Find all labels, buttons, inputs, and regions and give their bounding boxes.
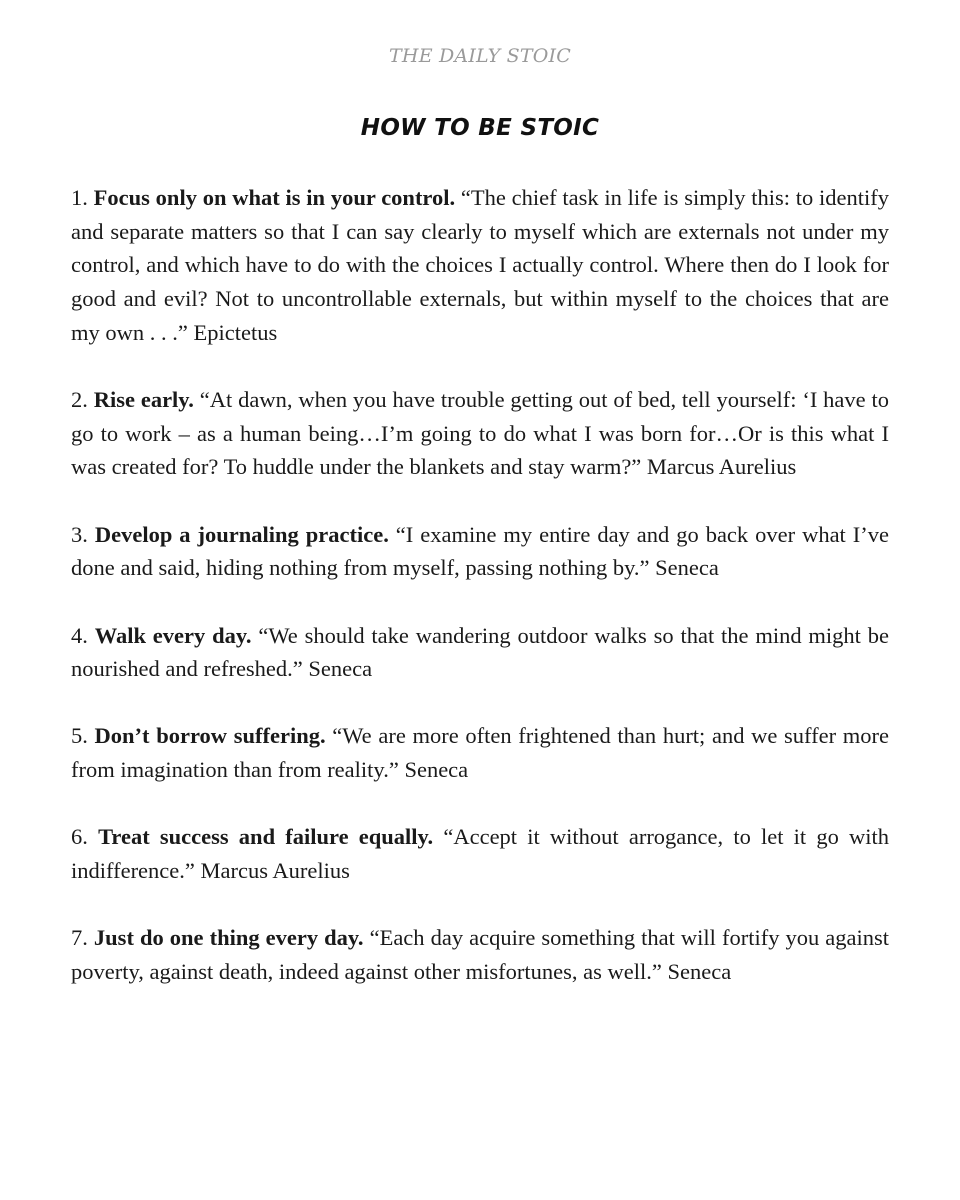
item-number: 2. [71,387,88,413]
item-quote: “Each day acquire something that will fortify you against poverty, against death, indeed against other misfortunes, as well.” [71,925,890,984]
item-number: 5. [71,723,88,749]
item-author: Seneca [308,656,373,682]
item-lead: Focus only on what is in your control. [93,185,456,210]
list-item-3 [71,518,889,585]
item-lead: Don’t borrow suffering. [94,723,326,749]
item-quote: “I examine my entire day and go back over what I’ve done and said, hiding nothing from myself, passing nothing by.” [71,521,889,581]
item-quote: “We are more often frightened than hurt; and we suffer more from imagination than from reality.” [71,723,890,783]
item-lead: Develop a journaling practice. [94,521,389,547]
stoic-practices-list [71,181,889,989]
item-author: Epictetus [193,319,278,345]
item-author: Seneca [404,757,469,783]
item-quote: “We should take wandering outdoor walks so that the mind might be nourished and refreshed.” [71,622,889,682]
publication-header: THE DAILY STOIC [389,45,571,67]
item-author: Marcus Aurelius [646,454,797,480]
item-quote: “The chief task in life is simply this: to identify and separate matters so that I can say clearly to myself which are externals not under my control, and which have to do with the choices I actually control. Where then do I look for good and evil? Not to uncontrollable externals, but within myself to the choices that are my own . . .” [71,185,890,345]
item-lead: Treat success and failure equally. [98,824,434,850]
item-author: Seneca [655,555,719,581]
item-lead: Rise early. [93,387,194,413]
item-number: 4. [71,622,88,648]
item-quote: “Accept it without arrogance, to let it go with indifference.” [71,824,890,884]
list-item-7 [71,921,889,988]
item-author: Marcus Aurelius [200,858,350,884]
list-item-5 [71,719,889,786]
list-item-6 [71,820,889,887]
list-item-2 [71,383,889,484]
item-lead: Just do one thing every day. [93,925,364,951]
item-number: 3. [71,521,88,547]
item-number: 7. [71,925,88,951]
item-quote: “At dawn, when you have trouble getting out of bed, tell yourself: ‘I have to go to work – as a human being…I’m going to do what I was born for…Or is this what I was created for? To huddle under the blankets and stay warm?” [71,387,889,480]
item-lead: Walk every day. [94,622,252,648]
list-item-4 [71,619,889,686]
item-author: Seneca [667,958,732,984]
list-item-1 [71,181,889,350]
page-title: HOW TO BE STOIC [360,115,600,141]
item-number: 6. [71,824,88,850]
item-number: 1. [71,185,88,210]
